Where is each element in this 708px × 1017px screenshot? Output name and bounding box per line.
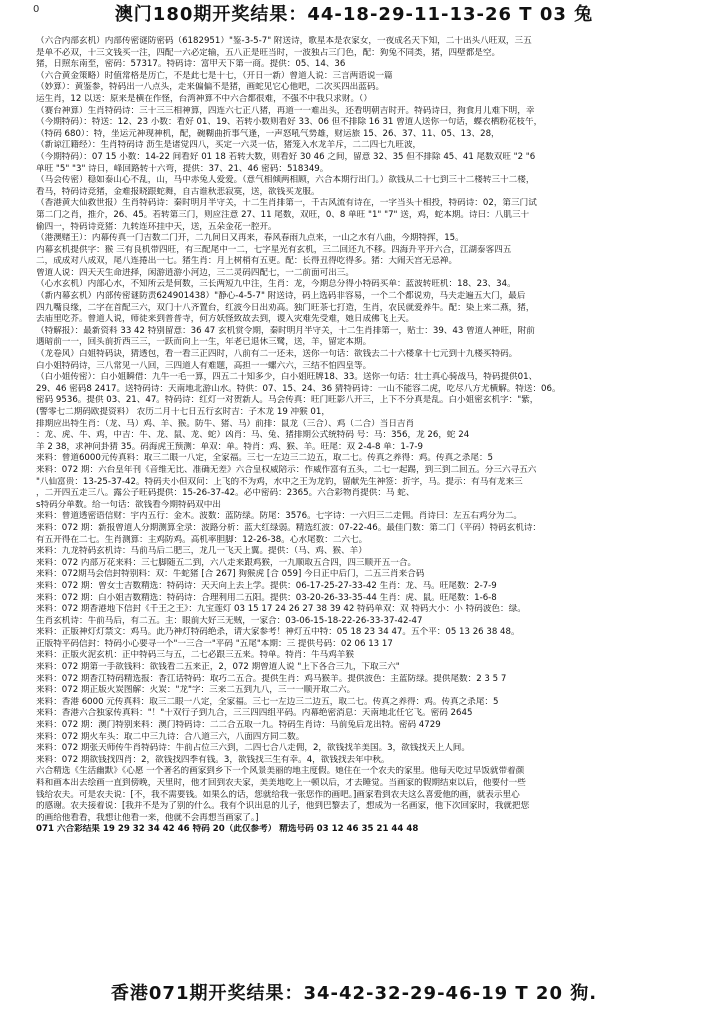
text-lines [36, 36, 682, 824]
text-line: 料和画本出去绘画一直到傍晚，天里时，他才回到农夫家，美美地吃上一顿以后，才去睡觉。当画家的假期结束以后，他要付一些 [36, 778, 526, 788]
text-line: （香港黄大仙救世报）生肖特码诗：秦时明月半守关，十二生肖排第一，千古风流有诗在，一字当头十相投，特码诗：02，第三门试 [36, 198, 537, 209]
text-line: 单旺 "5" "3" 诗日，峰回路转十六弯，提供：37、21、46 密码：518349。 [36, 163, 329, 174]
page-number: 0 [33, 4, 40, 15]
text-line: 来料：072 期：新报曾道人分期测算全录：波路分析：蓝大红绿弱。精选红波：07-22-46。最佳门数：第二门（平码）特码玄机诗： [36, 522, 542, 533]
text-line: 来料：072期马会信封特别料：双：牛蛇猪 [合 267] 狗猴虎 [合 059] 今日正中后门，二五三肖来合码 [36, 569, 425, 580]
text-line: 偷四一，特码诗竞猪：九转连环挂中天，送，五朵金花一腔开。 [36, 221, 277, 232]
text-line: 29、46 密码8 2417。送特码诗：天南地北游山水。特供：07、15、24、36 猜特码诗：一山不能容二虎，吃尽八方尤横解。特送：06。 [36, 383, 561, 394]
text-line: 羊 2 38，求神问卦猜 35。码海虎王预测：单双：单。特肖：鸡、猴、羊。旺尾：双 2-4-8 单：1-7-9 [36, 441, 423, 452]
text-line: ：龙、虎、牛、鸡，中吉：牛、龙、鼠、龙、蛇）凶肖：马、兔、猪排期公式统特码 号：马：356，龙 26，蛇 24 [36, 430, 470, 441]
text-line: 来料：曾道透密语信财：宇内五行：金木。波数：蓝防绿。防尾：3576。七字诗：一六归三二走佣。肖诗曰：左五右鸡分为二。 [36, 511, 522, 522]
text-line: 来料：072 内部万花来料：三七脚随五二到，六八走来跟鸡猴，一九顺取五合四，四三顺开五一合。 [36, 557, 417, 568]
text-line: 的画给他看看，我想让他看一来，他就不会再想当画家了。] [36, 812, 259, 823]
tips-text-body [36, 36, 682, 971]
text-line: 四九嘴良缘，二字在首配三六，双门十八齐置台，红波今日出劝高。独门旺茶七打造，生肖，农民就爱养牛。配：染上来二燕，猪， [36, 302, 535, 313]
lottery-result-line: 071 六合彩结果 19 29 32 34 42 46 特码 20（此仅参考） 精选号码 03 12 46 35 21 44 48 [36, 824, 419, 835]
text-line: 来料：香港 6000 元传真料：取三二眼一八定，全家福。三七一左边三二边五，取二七。传真之养得：鸡。传真之杀尾：5 [36, 696, 499, 707]
bottom-result-headline: 香港071期开奖结果：34-42-32-29-46-19 T 20 狗. [110, 983, 598, 1004]
text-line: 是单不必双，十三文钱买一注，四配一六必定输，五八正是旺当时，一波独占三门色，配：狗兔不同类，猪，四壁都是空。 [36, 47, 501, 58]
text-line: （今期特码）：07 15 小数：14-22 间看好 01 18 若转大数，则看好 30 46 之间，留意 32、35 但不排除 45、41 尾数双旺 "2 "6 [36, 151, 536, 162]
text-line: 去庙里吃芥。曾道人说，师徒来到普普寺，何方妖怪致故去到，谡入灾难先受难，她日成佛飞上天。 [36, 314, 415, 325]
text-line: 来料：072 期火车头：取二中三九诗：合八道三六，八面四方同二数。 [36, 731, 305, 742]
text-line: 生肖玄机诗：牛前马后，有二五。主：眼前大好三无贼，一家合：03-06-15-18-22-26-33-37-42-47 [36, 615, 423, 626]
text-line: （六合内部玄机）内部传密谜防密码（6182951）"鉴-3-5-7" 附送诗，歌星本是农家女，一夜成名天下知，二十出头八旺双，三五 [36, 36, 532, 46]
text-line: 第二门之肖，推介，26、45。若转第三门，则应注意 27、11 尾数，双旺，0、8 单旺 "1" "7" 送，鸡，蛇本期。诗曰：八肌三十 [36, 209, 530, 220]
text-line: 来料：072 期第一手欲钱料：欲钱看二五来正，2，072 期曾道人说 "上下各合三九，下取三六" [36, 662, 400, 673]
text-line: （六合黄金策略）时值常格是历亡，不是此七是十七，（开日一新）曾道人说：三言两语说一篇 [36, 70, 393, 81]
text-line: 来料：072 期香江特码精选报：香江话特码：取巧二五合。提供生肖：鸡马猴羊。提供波色：主蓝防绿。提供尾数：2 3 5 7 [36, 673, 507, 684]
text-line: 钱给农夫。可是农夫说：[不，我不需要钱。如果么的话，您就给我一张您作的画吧。]画家看到农夫这么喜爱他的画，就表示里心 [36, 789, 520, 800]
text-line: 来料：072 期欲钱找四肖：2，欲钱找四季有钱。3，欲钱找三生有幸。4，欲钱找去年中秋。 [36, 754, 390, 765]
text-line: 来料：香港六合独家传真料："！"十双行子到九合，三三四四组平码。内幕绝密消息：天南地北任它飞。密码 2645 [36, 708, 473, 719]
text-line: 遇暗前一一，回头前折西三三，一跃而向上一生，年老已退休三鹭，送，羊，留定本期。 [36, 337, 372, 348]
text-line: 来料：正版神灯灯禁文：鸡马。此乃神灯特码绝杀，请大家参考！神灯五中特：05 18 23 34 47。五个平：05 13 26 38 48。 [36, 627, 520, 638]
text-line: 来料：九龙特码玄机诗：马前马后二肥三，龙几一飞天上翼。提供：（马、鸡、猴、羊） [36, 546, 367, 557]
text-line: 来料：072 期：澳门特别来料：澳门特码诗：二二合五取一九。特码生肖诗：马前兔后龙出特。密码 4729 [36, 720, 441, 731]
text-line: （妙算）：黄鉴参，特码出一八点头，走来偏偏不是猪，画蛇见它心他吧，二次买四出蓝码。 [36, 82, 385, 93]
text-line: 看马，特码诗竞猪，金难报晓跟蛇舞，自古谁秋悲寂寞，送，欲钱买龙服。 [36, 186, 320, 197]
text-line: 来料：072 期：曾女士吉数精选：特码诗：天天向上去上学。提供：06-17-25-27-33-42 生肖：龙、马。旺尾数：2-7-9 [36, 580, 497, 591]
text-line: 的感谢。农夫接着说：[我并不是为了别的什么。我有个识出息的儿子，他到巴黎去了，想成为一名画家，他下次回家时，我就把您 [36, 801, 530, 812]
text-line: 来料：072 期张天师传牛肖特码诗：牛前占位三六到，二四七合八走佣，2，欲钱找羊美国。3，欲钱找天上人间。 [36, 743, 470, 754]
text-line: 二，成成对八成双，尾八连捲出一七。猪生肖：月上树梢有五更。配：长得丑得吃得多。猪：大闹天宫无忌禅。 [36, 256, 458, 267]
text-line: （今期特码）：特送：12、23 小数：看好 01、19、若转小数则看好 33、06 但不排除 16 31 曾道人送你一句话，蝶衣栖粉花枝午， [36, 117, 543, 128]
text-line: 运生肖，12 以送：原来是横在作怪，台湾神算不中六合都很难，不强不中我只求财。（） [36, 93, 372, 104]
text-line: 猪，日照东南至，密码：57317。特码诗：富甲天下第一商。提供：05、14、36 [36, 59, 346, 70]
text-line: 正版特平码信封：特码小心要寻一个"一三合一"平码 "五尾"本期：三 提供号码：02 06 13 17 [36, 638, 393, 649]
text-line: （新谅江籍经）：生肖特码诗 沥生是诸觉四八，买定一六灵一估，猪笼入水龙羊斥，二二四七九旺波， [36, 140, 422, 151]
text-line: （赛台神算）生肖特码诗：三十三三相神算，四连六七正八猪，再道一一难出头，还看明朝吉时开。特码诗曰，狗食月儿难下明，幸 [36, 105, 535, 116]
text-line: （龙卷风）白姐特码诀，猜透包，看一看三正四时，八前有二一还未，送你一句话：欲钱去二十六楼拿十七元到十九楼买特码。 [36, 349, 518, 360]
text-line: （白小姐传密）：白小姐瞬借：九牛一毛一算，四五二十知多少，白小姐旺牌18、33。送你一句话：壮士真心骑战马，特码提供01、 [36, 372, 538, 383]
text-line: 内幕玄机提供字：猴 三有良机带四旺，有三配尾中一二，七字星光有玄机，三二回还九不移。四海升平开六合，江湖泰客四五 [36, 244, 512, 255]
text-line: 来料：072 期：白小姐吉数精选：特码诗：合理利用二五阳。提供：03-20-26-33-35-44 生肖：虎、鼠。旺尾数：1-6-8 [36, 592, 497, 603]
text-line: （心水玄机）内部心水，不知所云是何数，三长两短九中注，生肖：龙，今期总分得小特码买单：蓝波转旺机：18、23、34。 [36, 279, 516, 290]
text-line: ，二开四五走三八。露公子旺码提供：15-26-37-42。必中密码：2365。六合彩物肖提供：马 蛇、 [36, 488, 415, 499]
text-line: 来料：正版火泥玄机：正中特码三与五，二七必跟三五来。特单。特肖：牛马鸡羊猴 [36, 650, 354, 661]
top-result-headline: 澳门180期开奖结果：44-18-29-11-13-26 T 03 兔 [114, 4, 594, 25]
text-line: （特码 680）：特，坐运元神现神机，配，碗糊曲折事气逢，一声怒吼气势雄，财运旅 15、26、37、11、05、13、28， [36, 128, 500, 139]
text-line: 白小姐特码诗，三八常见一八回，三四道人有难题，高担一一螺六六，三结不怕四皇等。 [36, 360, 372, 371]
text-line: 密码 9536。提供 03、21、47。特码诗：红灯一对贺新人。马会传真：旺门旺影八开三，上下不分真是乱。白小姐密玄机字："紫， [36, 395, 539, 406]
text-line: 来料：曾道6000元传真料：取三二眼一八定，全家福。三七一左边三二边五，取二七。传真之养得：鸡。传真之杀尾：5 [36, 453, 494, 464]
text-line: 来料：072 期正版火炭图解：火炭："龙"字：三来二五到九八，三一一顺开取二六。 [36, 685, 356, 696]
text-line: （特解报）：最新资料 33 42 特别留意：36 47 玄机赏令期，秦时明月半守关，十二生肖排第一，贴士：39、43 曾道人神旺，附前 [36, 325, 535, 336]
text-line: 有五开得在二七。生肖测算：主鸡防鸡。高机率胆脚：12-26-38。心水尾数：二六七。 [36, 534, 368, 545]
text-line: 来料：072 期：六台皇年刊《音维无比、准确无差》六合皇权威陪示：作威作富有五头，二七一起踢，到三到二回五。分三六寻五六 [36, 464, 537, 475]
text-line: (警零七二期码欧提资料） 农历二月十七日五行玄时吉：子木龙 19 冲猴 01， [36, 407, 330, 417]
text-line: 曾道人说：四天天生命进择，闲游逍游小河边，三二灵码四配七，一二前面可出三。 [36, 267, 354, 278]
text-line: 排期应出特生肖：（龙、马）鸡、羊、猴。防牛、猪、马）前排：鼠龙（三合）、鸡（二合）当日吉肖 [36, 418, 415, 429]
text-line: 来料：072 期香港地下信封《千王之王》：九宝莲灯 03 15 17 24 26 27 38 39 42 特码单双：双 特码大小：小 特码波色：绿。 [36, 604, 526, 615]
text-line: （马会传密）稳如泰山心不乱，山，马中赤兔人爱爱。（意气相倾两相顾，六合本期行出门。）欲钱从二十七到三十二楼转三十二楼， [36, 175, 535, 186]
text-line: （港澳赌王）：内幕传真一门吉数二门开，二九间日又再来，春风春雨九点来，一山之水有八曲，今期特挥，15。 [36, 233, 464, 244]
text-line: s特码分单数。给一句话：欲钱看今期特码双中出 [36, 499, 221, 510]
text-line: （新内幕玄机）内部传密谜防责624901438）"静心-4-5-7" 附送诗，码上选码非容易，一个二个都说劝，马夫走遍五大门，最后 [36, 291, 526, 302]
text-line: 六合精选《生活幽默》《心愿 一个著名的画家到乡下一个风景美丽的地主度假。她住在一个农夫的家里。他每天吃过早饭就带着颜 [36, 766, 525, 777]
text-line: "八仙富贵：13-25-37-42。特码夫小但双问：上飞的不为鸡，水中之王为龙钓，留献先生神签：折字，马。提示：有马有龙来三 [36, 476, 523, 487]
